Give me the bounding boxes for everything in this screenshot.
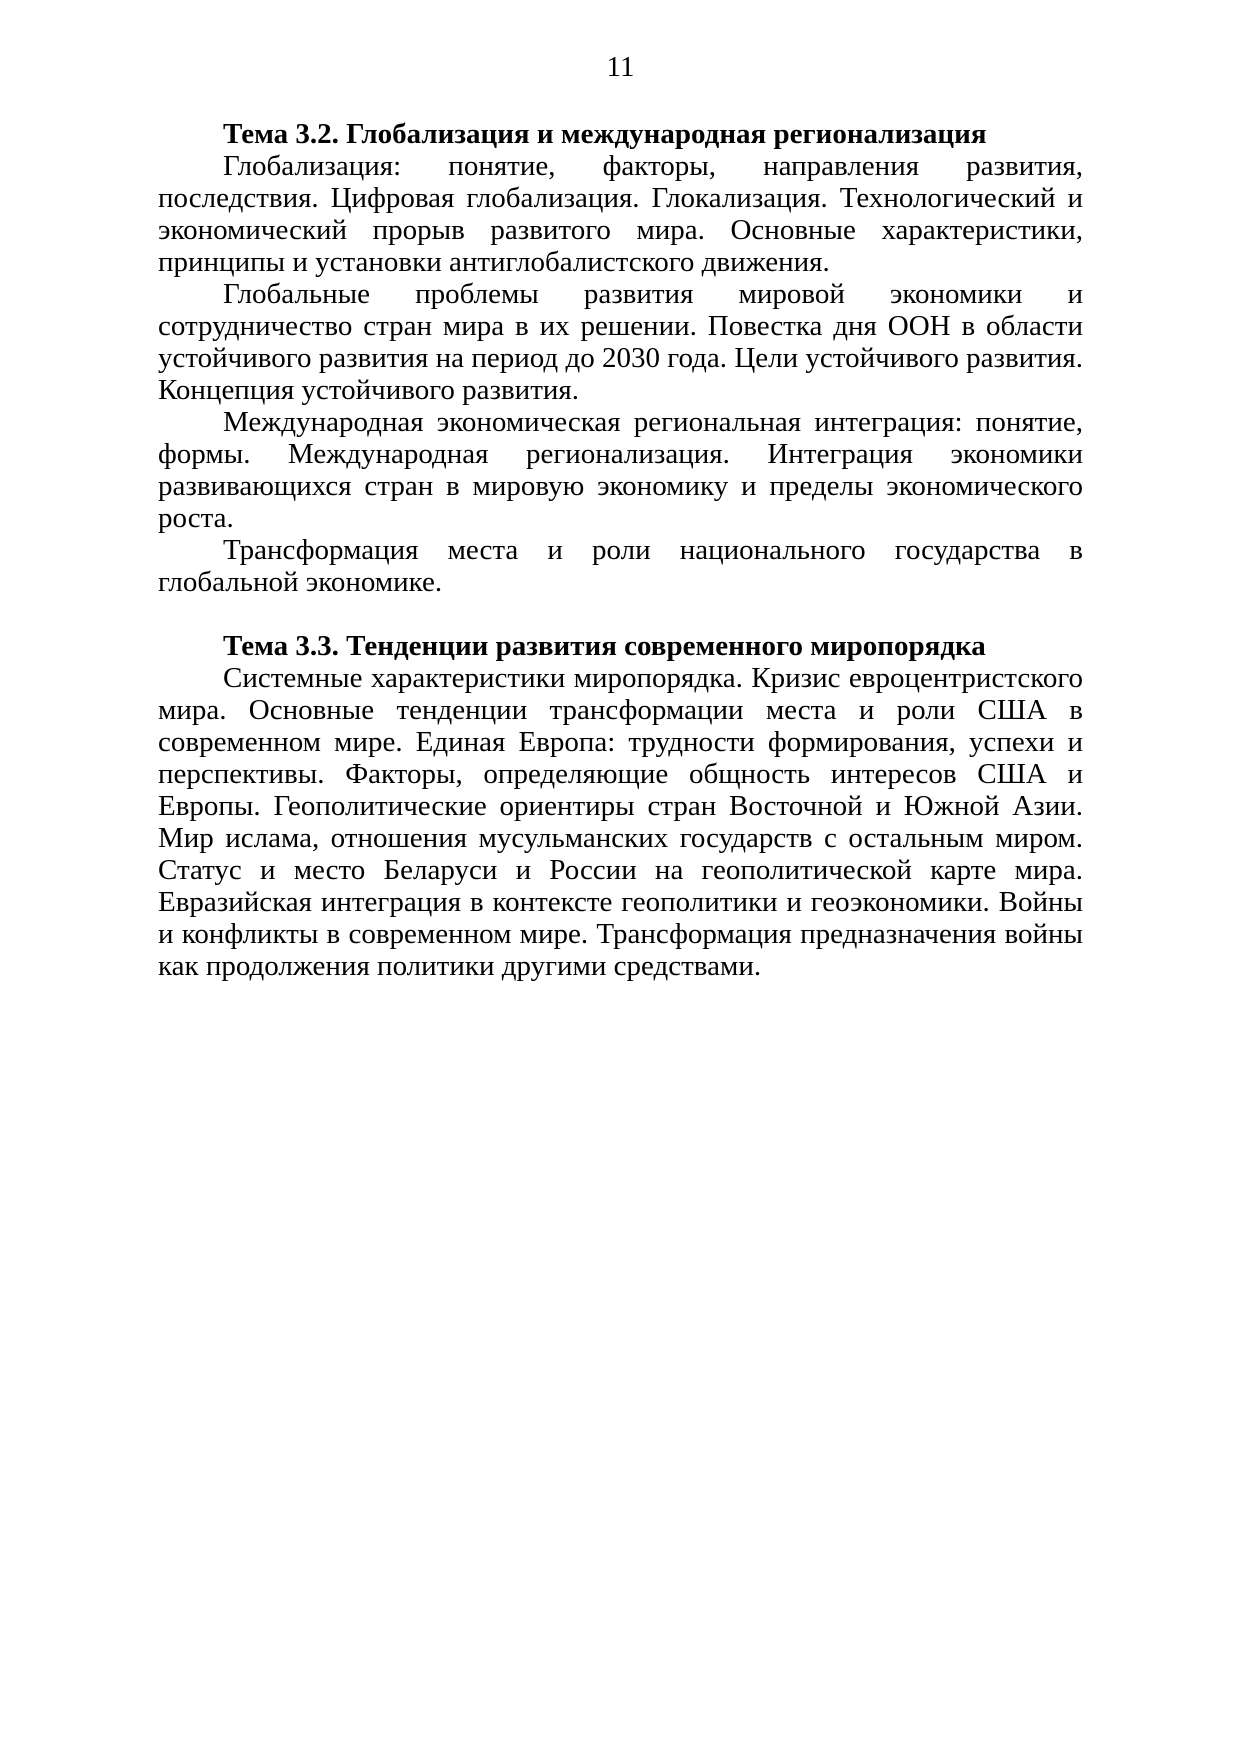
section-3-3-heading: Тема 3.3. Тенденции развития современного миропорядка — [223, 630, 986, 662]
section-tema-3-3 — [158, 630, 1083, 982]
section-3-2-paragraph-2: Глобальные проблемы развития мировой экономики и сотрудничество стран мира в их решении. Повестка дня ООН в области устойчивого развития на период до 2030 года. Цели устойчивого развития. Концепция устойчивого развития. — [158, 278, 1083, 406]
section-tema-3-2 — [158, 118, 1083, 598]
section-3-2-heading: Тема 3.2. Глобализация и международная регионализация — [223, 118, 987, 150]
section-3-2-paragraph-1: Глобализация: понятие, факторы, направления развития, последствия. Цифровая глобализация. Глокализация. Технологический и экономический прорыв развитого мира. Основные характеристики, принципы и установки антиглобалистского движения. — [158, 150, 1083, 278]
section-3-2-paragraph-4: Трансформация места и роли национального государства в глобальной экономике. — [158, 534, 1083, 598]
page-number: 11 — [606, 51, 635, 83]
section-3-3-paragraph-1: Системные характеристики миропорядка. Кризис евроцентристского мира. Основные тенденции трансформации места и роли США в современном мире. Единая Европа: трудности формирования, успехи и перспективы. Факторы, определяющие общность интересов США и Европы. Геополитические ориентиры стран Восточной и Южной Азии. Мир ислама, отношения мусульманских государств с остальным миром. Статус и место Беларуси и России на геополитической карте мира. Евразийская интеграция в контексте геополитики и геоэкономики. Войны и конфликты в современном мире. Трансформация предназначения войны как продолжения политики другими средствами. — [158, 662, 1083, 982]
section-3-2-paragraph-3: Международная экономическая региональная интеграция: понятие, формы. Международная регионализация. Интеграция экономики развивающихся стран в мировую экономику и пределы экономического роста. — [158, 406, 1083, 534]
page-content — [158, 118, 1083, 982]
